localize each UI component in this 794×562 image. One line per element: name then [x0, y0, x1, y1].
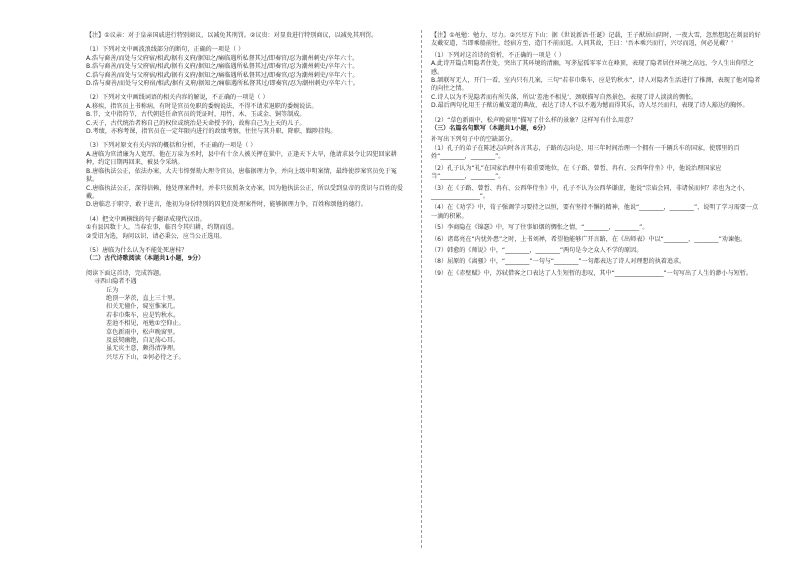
poem-line: 扣关无僮仆，窥室惟案几。 — [106, 303, 180, 311]
dictation-item: （9）在《赤壁赋》中，苏轼借客之口表达了人生短暂的悲叹，其中“________________”一句写出了人生的渺小与短暂。 — [431, 269, 752, 277]
dictation-item: （4）在《劝学》中，荀子强调学习要持之以恒，要有坚持不懈的精神，他说“________，________”，说明了学习需要一点一滴的积累。 — [431, 204, 759, 220]
question-4-item-1: ①有县囚数十人，当春农事，临召令其归耕，约期而返。 — [86, 224, 238, 232]
dictation-item: （3）在《子路、曾皙、冉有、公西华侍坐》中，孔子不认为公西华谦虚，他说“宗庙会同，非诸侯而何？赤也为之小，________________”。 — [431, 184, 749, 200]
question-4-stem: （4）把文中画横线的句子翻译成现代汉语。 — [86, 215, 206, 223]
question-2-option-d: D.考绩，亦称考课，指官员在一定年限内进行的政绩考察，往往与其升职、降职、黜陟挂钩。 — [86, 128, 337, 136]
poem-question-1-option-d: D.最后两句化用王子猷访戴安道的典故，表达了诗人不以不遇为憾而得其乐，诗人尽兴而归，表现了诗人豁达的胸怀。 — [431, 102, 749, 110]
question-4-item-2: ②受诏为选，询问以识，请必秉公，应当公正选用。 — [86, 232, 226, 240]
right-column — [431, 32, 761, 278]
question-1-option-c: C.浩与裔善/而处与父府宿/相武/据有义府/据知之/痛临遇所私督其过/即奏官/忍为潮州刺史/卒年六十。 — [86, 71, 359, 79]
dictation-item: （5）李商隐在《锦瑟》中，写了往事如烟的惆怅之情，“________，________”。 — [431, 224, 649, 232]
question-2-option-c: C.天子，古代统治者称自己的权位或统治是天命授予的，故称自己为上天的儿子。 — [86, 119, 306, 127]
poem-question-1-stem: （1）下列对这首诗的赏析，不正确的一项是（ ） — [431, 51, 565, 59]
poem-line: 兴尽方下山，②何必待之子。 — [106, 353, 185, 361]
question-3-option-a: A.唐临为官清廉为人宽厚，他在万泉为丞时，县中有十余人被关押在狱中，正逢天下大旱，他请求县令让囚犯回家耕种，约定日期再回来，被县令采纳。 — [86, 150, 397, 167]
question-3-option-c: C.唐临执法公正，深得信赖，他处理案件时，并非只依照条文办案，因为他执法公正，所以受到皇帝的赏识与百姓的爱戴。 — [86, 184, 403, 200]
passage-note: 【注】①议亲：对于皇亲国戚进行特别商议，以减免其刑罚。②议贵：对显贵进行特别商议，以减免其刑罚。 — [86, 32, 378, 39]
poem-line: 草色新雨中，松声晚窗里。 — [106, 328, 180, 336]
question-3-option-b: B.唐临执法公正，依法办案，大夫韦悰弹劾大理寺官员，唐临据理力争，并向上级申明案情，最终使涉案官员免于冤狱。 — [86, 167, 397, 184]
question-1-stem: （1）下列对文中画波浪线部分的断句，正确的一项是（ ） — [86, 46, 245, 54]
poem-intro: 阅读下面这首诗，完成答题。 — [86, 269, 166, 277]
question-1-option-a: A.浩与裔善/而处与父府宿/相武/据有义府/据知之/痛临遇所私督其过/即奏官/忍为潮州刺史/卒年六十。 — [86, 54, 359, 62]
poem-line: 虽无宾主意，颇得清净理。 — [106, 345, 180, 353]
dictation-item: （2）孔子认为“礼”在国家治理中有着重要地位，在《子路、曾皙、冉有、公西华侍坐》中，他说治理国家应当“________，________”。 — [431, 164, 722, 181]
dictation-item: （7）韩愈的《师说》中，“________，________”两句是今之众人不学的原因。 — [431, 246, 643, 254]
dictation-intro: 补写出下列句子中的空缺部分。 — [431, 136, 517, 144]
section-heading-dictation: （三）名篇名句默写（本题共1小题，6分） — [431, 125, 550, 133]
poem-question-1-option-c: C.诗人以为不见隐者而有所失落，所以‘差池不相见’，颈联描写自然景色，表现了诗人淡淡的惆怅。 — [431, 93, 698, 101]
question-5-stem: （5）唐临为什么认为不能处死唐桂？ — [86, 246, 188, 254]
dictation-item: （6）诸葛亮在“内忧外患”之时，上书刘禅，希望他能够广开言路，在《出师表》中以“________，________”劝谏他。 — [431, 235, 747, 243]
left-column — [86, 32, 408, 362]
poem-question-1-option-a: A.此诗开篇点明隐者住处，突出了其环境的清幽，写茅屋孤零零立在峰顶，表现了隐者居住环境之高远，令人生出仰望之感。 — [431, 60, 754, 76]
poem-title: 寻西山隐者不遇 — [94, 278, 137, 286]
poem-line: 及兹契幽绝，自足荡心耳。 — [106, 337, 180, 344]
poem-note: 【注】①黾勉：勉力、尽力。②兴尽方下山：据《世说新语·任诞》记载，王子猷居山阴时，一夜大雪，忽然想起在剡县的好友戴安道，当即乘船前往，经宿方至，造门不前而返。人问其故，王曰：'吾本乘兴而行，兴尽而返，何必见戴？' — [431, 32, 761, 48]
column-divider — [421, 30, 422, 548]
question-3-option-d: D.唐临忠于职守，敢于进言，他初为身份特别的囚犯们处理案件时，能够据理力争，百姓称颂他的德行。 — [86, 201, 367, 209]
poem-line: 差池不相见，黾勉①空仰止。 — [106, 320, 185, 328]
dictation-item: （8）屈原的《离骚》中，“________”一句与“________”一句都表达了诗人对理想的执着追求。 — [431, 258, 686, 266]
question-1-option-d: D.浩与裔善/而处与父府宿/相武/据有义府/据知之/痛临遇所私督其过/即奏官/忍为潮州刺史/卒年六十。 — [86, 80, 359, 88]
poem-line: 若非巾柴车，应是钓秋水。 — [106, 311, 180, 319]
poem-question-2-stem: （2）“草色新雨中，松声晚窗里”描写了什么样的景象？这样写有什么用意？ — [431, 116, 637, 124]
question-2-option-a: A.移疾，指官员上书称病，有时是官员免职的委婉说法，不得不请求退职的委婉说法。 — [86, 102, 318, 110]
question-3-stem: （3）下列对原文有关内容的概括和分析，不正确的一项是（ ） — [86, 142, 257, 150]
question-1-option-b: B.浩与裔善/而处与父府宿/相武/据有义府/据知之/痛临遇所私督其过/即奏官/忍为潮州刺史/卒年六十。 — [86, 63, 359, 71]
dictation-item: （1）孔子的弟子在陈述志向时各言其志，子路的志向是，用三年时间治理一个拥有一千辆兵车的国家，使那里的百姓“________，________”。 — [431, 144, 740, 161]
question-2-option-b: B.节，文中指符节，古代朝廷任命官员的凭证时，用竹、木、玉或金、铜等制成。 — [86, 111, 306, 119]
poem-author: 丘为 — [106, 286, 119, 294]
section-heading-poetry: （二）古代诗歌阅读（本题共1小题，9分） — [86, 255, 205, 263]
question-2-stem: （2）下列对文中画线词语的相关内容的解说，不正确的一项是（ ） — [86, 94, 269, 102]
poem-question-1-option-b: B.颔联写无人，开门一看，室内只有几案，三句“若非巾柴车，应是钓秋水”，诗人对隐者生活进行了推测，表现了他对隐者的向往之情。 — [431, 77, 761, 93]
poem-line: 绝顶一茅茨，直上三十里。 — [106, 294, 180, 302]
